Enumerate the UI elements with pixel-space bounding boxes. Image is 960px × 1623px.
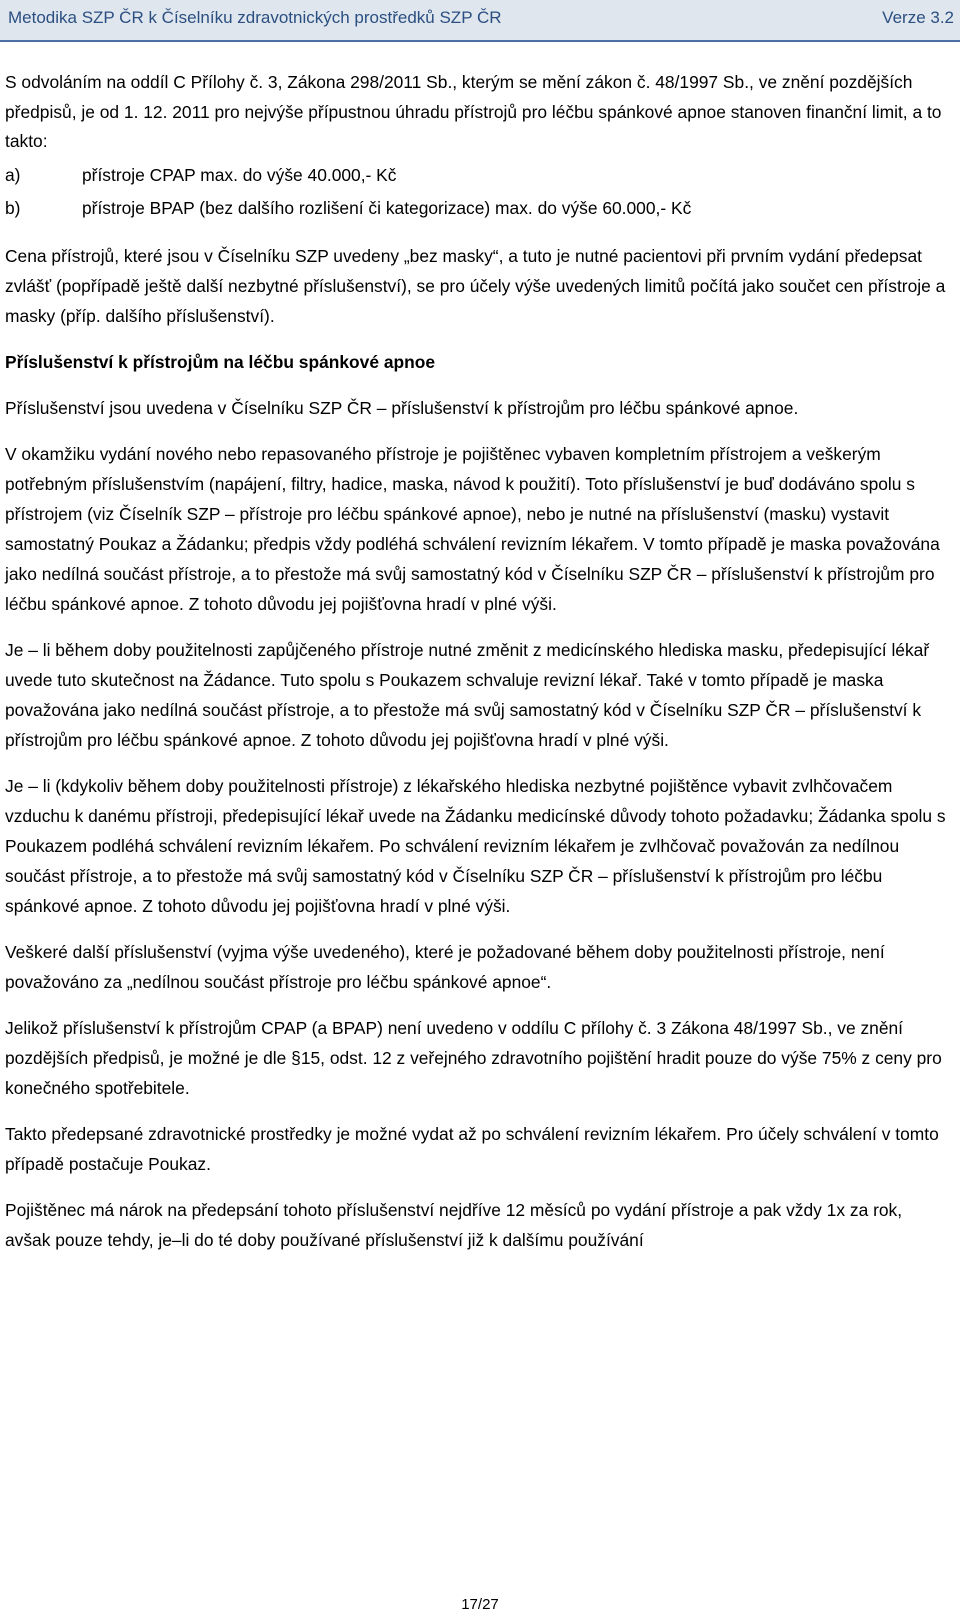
entitlement-paragraph: Pojištěnec má nárok na předepsání tohoto příslušenství nejdříve 12 měsíců po vydání přístroje a pak vždy 1x za rok, avšak pouze tehdy, je–li do té doby používané příslušenství již k dalšímu používání xyxy=(5,1199,903,1250)
list-item-text: přístroje BPAP (bez dalšího rozlišení či kategorizace) max. do výše 60.000,- Kč xyxy=(82,197,692,218)
moment-paragraph: V okamžiku vydání nového nebo repasovaného přístroje je pojištěnec vybaven kompletním přístrojem a veškerým potřebným příslušenstvím (napájení, filtry, hadice, maska, návod k použití). Toto příslušenství je buď dodáváno spolu s přístrojem (viz Číselník SZP – přístroje pro léčbu spánkové apnoe), nebo je nutné na příslušenství (masku) vystavit samostatný Poukaz a Žádanku; předpis vždy podléhá schválení revizním lékařem. V tomto případě je maska považována jako nedílná součást přístroje, a to přestože má svůj samostatný kód v Číselníku SZP ČR – příslušenství k přístrojům pro léčbu spánkové apnoe. Z tohoto důvodu jej pojišťovna hradí v plné výši. xyxy=(5,443,940,614)
mask-paragraph: Je – li během doby použitelnosti zapůjčeného přístroje nutné změnit z medicínského hlediska masku, předepisující lékař uvede tuto skutečnost na Žádance. Tuto spolu s Poukazem schvaluje revizní lékař. Také v tomto případě je maska považována jako nedílná součást přístroje, a to přestože má svůj samostatný kód v Číselníku SZP ČR – příslušenství k přístrojům pro léčbu spánkové apnoe. Z tohoto důvodu jej pojišťovna hradí v plné výši. xyxy=(5,639,930,750)
intro-paragraph: S odvoláním na oddíl C Přílohy č. 3, Zákona 298/2011 Sb., kterým se mění zákon č. 48/1997 Sb., ve znění pozdějších předpisů, je od 1. 12. 2011 pro nejvýše přípustnou úhradu přístrojů pro léčbu spánkové apnoe stanoven finanční limit, a to takto: xyxy=(5,72,942,151)
price-limit-list xyxy=(5,159,950,225)
list-item xyxy=(5,192,950,225)
document-body xyxy=(5,68,950,1255)
humidifier-paragraph: Je – li (kdykoliv během doby použitelnosti přístroje) z lékařského hlediska nezbytné pojištěnce vybavit zvlhčovačem vzduchu k danému přístroji, předepisující lékař uvede na Žádanku medicínské důvody tohoto požadavku; Žádanka spolu s Poukazem podléhá schválení revizním lékařem. Po schválení revizním lékařem je zvlhčovač považován za nedílnou součást přístroje, a to přestože má svůj samostatný kód v Číselníku SZP ČR – příslušenství k přístrojům pro léčbu spánkové apnoe. Z tohoto důvodu jej pojišťovna hradí v plné výši. xyxy=(5,775,946,916)
list-item-label: a) xyxy=(5,164,21,185)
approval-paragraph: Takto předepsané zdravotnické prostředky je možné vydat až po schválení revizním lékařem. Pro účely schválení v tomto případě postačuje Poukaz. xyxy=(5,1123,939,1174)
other-accessories-paragraph: Veškeré další příslušenství (vyjma výše uvedeného), které je požadované během doby použitelnosti přístroje, není považováno za „nedílnou součást přístroje pro léčbu spánkové apnoe“. xyxy=(5,941,885,992)
list-item-label: b) xyxy=(5,197,21,218)
document-title: Metodika SZP ČR k Číselníku zdravotnických prostředků SZP ČR xyxy=(8,8,502,27)
price-paragraph: Cena přístrojů, které jsou v Číselníku SZP uvedeny „bez masky“, a tuto je nutné pacientovi při prvním vydání předepsat zvlášť (popřípadě ještě další nezbytné příslušenství), se pro účely výše uvedených limitů počítá jako součet cen přístroje a masky (příp. dalšího příslušenství). xyxy=(5,245,946,326)
section-heading: Příslušenství k přístrojům na léčbu spánkové apnoe xyxy=(5,351,436,372)
list-item-text: přístroje CPAP max. do výše 40.000,- Kč xyxy=(82,164,397,185)
accessories-paragraph: Příslušenství jsou uvedena v Číselníku SZP ČR – příslušenství k přístrojům pro léčbu spánkové apnoe. xyxy=(5,397,799,418)
list-item xyxy=(5,159,950,192)
page-number: 17/27 xyxy=(461,1596,499,1613)
page-header xyxy=(0,0,960,42)
document-version: Verze 3.2 xyxy=(882,8,954,27)
law-paragraph: Jelikož příslušenství k přístrojům CPAP (a BPAP) není uvedeno v oddílu C přílohy č. 3 Zákona 48/1997 Sb., ve znění pozdějších předpisů, je možné je dle §15, odst. 12 z veřejného zdravotního pojištění hradit pouze do výše 75% z ceny pro konečného spotřebitele. xyxy=(5,1017,942,1098)
